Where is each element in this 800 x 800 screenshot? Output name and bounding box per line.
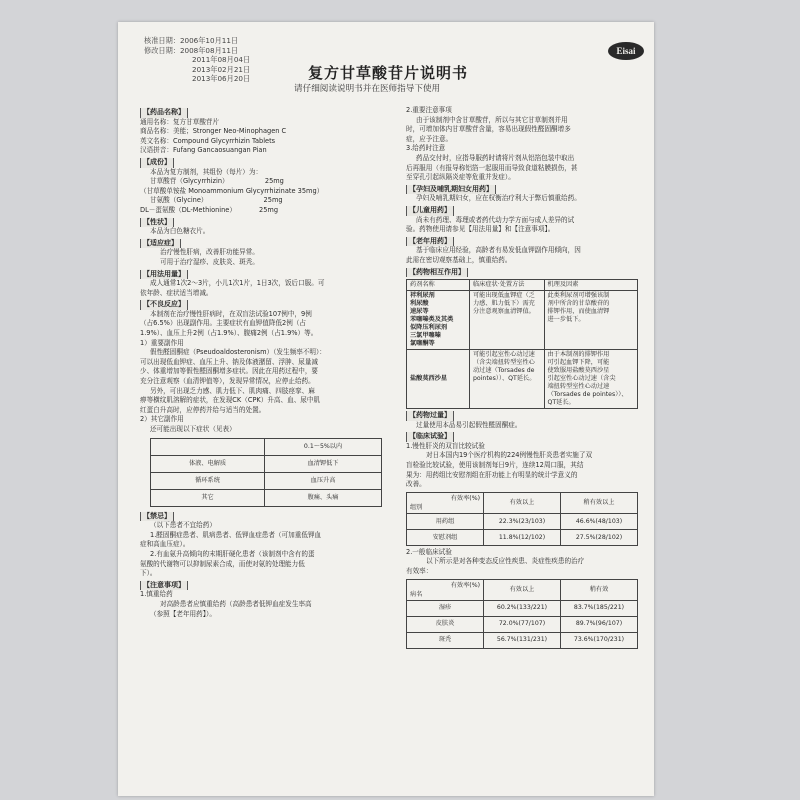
table-cell: 腹痛、头痛 — [265, 489, 382, 506]
table-cell: 安慰剂组 — [407, 529, 484, 545]
table-row — [151, 438, 382, 455]
revision-date: 2013年02月21日 — [192, 64, 251, 74]
table-cell: 27.5%(28/102) — [561, 529, 638, 545]
table-header-cell: 机理及因素 — [544, 280, 638, 291]
side-effects-table — [150, 438, 382, 507]
table-corner-cell — [407, 492, 484, 513]
table-row — [407, 280, 638, 291]
text-line: 1.9%）、血压上升2例（占1.9%）、腹痛2例（占1.9%）等。 — [140, 329, 318, 338]
text-line: 英文名称：Compound Glycyrrhizin Tablets — [140, 136, 276, 145]
text-line: 至穿孔引起纵隔炎症等危重并发症）。 — [406, 173, 515, 182]
table-cell — [151, 438, 265, 455]
text-line: 以下所示是对各种变态反应性疾患、炎症性疾患的治疗 — [426, 557, 585, 566]
table-cell: 83.7%(185/221) — [561, 600, 638, 616]
text-line: 后再服用（有报导称铝箔一起服用而导致食道粘膜损伤，甚 — [406, 163, 578, 172]
double-blind-results-table — [406, 492, 638, 546]
table-cell: 由于本制剂的排钾作用 可引起血钾下降，可能 使致服用盐酸莫西沙星 引起室性心动过速（含尖 端扭转型室性心动过速 （Torsades de pointes））、 QT延长。 — [544, 350, 638, 409]
table-cell: 11.8%(12/102) — [484, 529, 561, 545]
revision-date: 2011年08月04日 — [192, 55, 251, 65]
table-cell: 其它 — [151, 489, 265, 506]
section-heading-composition: 【成份】 — [140, 158, 174, 168]
table-cell: 用药组 — [407, 513, 484, 529]
table-row — [407, 632, 638, 648]
table-cell: 皮肤炎 — [407, 616, 484, 632]
text-line: 通用名称：复方甘草酸苷片 — [140, 117, 220, 126]
text-line: 症，应予注意。 — [406, 134, 453, 143]
text-line: 孕妇及哺乳期妇女，应在权衡治疗利大于弊后慎重给药。 — [416, 194, 581, 203]
table-row — [151, 489, 382, 506]
section-heading-contraindications: 【禁忌】 — [140, 512, 174, 522]
table-header-cell: 有效以上 — [484, 579, 561, 600]
right-column — [406, 106, 640, 651]
table-cell: 袢利尿剂 利尿酸 速尿等 苯噻嗪类及其类 似降压利尿剂 三氯甲噻嗪 氯噻酮等 — [407, 291, 470, 350]
table-cell: 89.7%(96/107) — [561, 616, 638, 632]
text-line: 2）其它副作用 — [140, 415, 184, 424]
table-row — [407, 513, 638, 529]
left-column — [140, 106, 390, 619]
text-line: 改善。 — [406, 480, 426, 489]
table-cell: 斑秃 — [407, 632, 484, 648]
section-heading-name: 【药品名称】 — [140, 108, 188, 118]
text-line: DL－蛋氨酸（DL-Methionine） 25mg — [140, 205, 279, 214]
document-subtitle: 请仔细阅读说明书并在医师指导下使用 — [294, 84, 441, 94]
text-line: 商品名称：美能；Stronger Neo-Minophagen C — [140, 127, 287, 136]
table-cell: 72.0%(77/107) — [484, 616, 561, 632]
table-row — [407, 616, 638, 632]
section-heading-overdose: 【药物过量】 — [406, 411, 454, 421]
section-heading-adverse-reactions: 【不良反应】 — [140, 300, 188, 310]
text-line: 果为：用药组比安慰剂组在肝功能上有明显的统计学意义的 — [406, 470, 578, 479]
text-line: 此需在密切观察基础上，慎重给药。 — [406, 255, 512, 264]
text-line: 可用于治疗湿疹、皮肤炎、斑秃。 — [160, 257, 259, 266]
document-title: 复方甘草酸苷片说明书 — [308, 64, 469, 82]
table-cell: 60.2%(133/221) — [484, 600, 561, 616]
text-line: （占6.5%）出现副作用。主要症状有血钾值降低2例（占 — [140, 319, 307, 328]
text-line: 1.慢性肝炎的双盲比较试验 — [406, 441, 485, 450]
table-row — [407, 350, 638, 409]
revision-date: 修改日期：2008年08月11日 — [144, 45, 239, 55]
text-line: （以下患者不宜给药） — [150, 521, 216, 530]
section-heading-geriatric: 【老年用药】 — [406, 237, 454, 247]
text-line: 充分注意观察（血清钾值等），发现异常情况，应停止给药。 — [140, 377, 315, 386]
approval-dates — [144, 36, 250, 84]
text-line: 1）重要副作用 — [140, 338, 184, 347]
table-header-cell: 0.1～5%以内 — [265, 438, 382, 455]
text-line: 对日本国内19个医疗机构的224例慢性肝炎患者实施了双 — [426, 451, 593, 460]
corner-label: 有效率(%) — [450, 494, 480, 502]
text-line: 2.重要注意事项 — [406, 106, 452, 114]
text-line: 症和高血压症）。 — [140, 540, 190, 549]
text-line: 药品交付时，应指导服药时请将片剂从铝箔包装中取出 — [416, 153, 575, 162]
text-line: 基于临床应用经验，高龄者有易发低血钾副作用倾向，因 — [416, 246, 581, 255]
text-line: （参照【老年用药】）。 — [150, 609, 216, 618]
text-line: 成人通常1次2～3片，小儿1次1片，1日3次，饭后口服。可 — [150, 279, 325, 288]
revision-date: 2013年06月20日 — [192, 74, 251, 84]
table-cell: 可能引起室性心动过速 （含尖端扭转型室性心 动过速（Torsades de pointes））、QT延长。 — [470, 350, 545, 409]
table-cell: 血清钾低下 — [265, 455, 382, 472]
section-heading-dosage: 【用法用量】 — [140, 270, 188, 280]
section-heading-clinical-trials: 【临床试验】 — [406, 432, 454, 442]
table-row — [407, 529, 638, 545]
corner-label: 病名 — [410, 590, 423, 598]
table-row — [407, 600, 638, 616]
text-line: 时，可增加体内甘草酸苷含量，容易出现假性醛固酮增多 — [406, 125, 571, 134]
table-cell: 此类利尿剂可增强该制 剂中所含的甘草酸苷的 排钾作用，而使血清钾 进一步低下。 — [544, 291, 638, 350]
text-line: 汉语拼音：Fufang Gancaosuangan Pian — [140, 146, 267, 155]
table-cell: 血压升高 — [265, 472, 382, 489]
text-line: 依年龄、症状适当增减。 — [140, 288, 213, 297]
text-line: 由于该制剂中含甘草酸苷，所以与其它甘草制剂并用 — [416, 115, 568, 124]
interaction-table — [406, 279, 638, 409]
table-row — [407, 579, 638, 600]
table-cell: 体液、电解质 — [151, 455, 265, 472]
table-cell: 46.6%(48/103) — [561, 513, 638, 529]
table-row — [407, 492, 638, 513]
text-line: 本制剂在治疗慢性肝病时，在双盲法试验107例中，9例 — [150, 309, 312, 318]
text-line: 1.醛固酮症患者、肌病患者、低钾血症患者（可加重低钾血 — [150, 530, 322, 539]
general-trial-results-table — [406, 579, 638, 649]
table-row — [407, 291, 638, 350]
text-line: 验。药物使用请参见【用法用量】和【注意事项】。 — [406, 225, 555, 234]
corner-label: 有效率(%) — [450, 581, 480, 589]
section-heading-interactions: 【药物相互作用】 — [406, 268, 468, 278]
section-heading-pediatric: 【儿童用药】 — [406, 206, 454, 216]
text-line: 氨酸的代谢物可以抑制尿素合成，而使对氨的处理能力低 — [140, 559, 305, 568]
text-line: 治疗慢性肝病，改善肝功能异常。 — [160, 248, 259, 257]
text-line: 甘氨酸（Glycine） 25mg — [150, 196, 283, 205]
eisai-logo: Eisai — [608, 42, 644, 60]
text-line: 下）。 — [140, 569, 157, 578]
text-line: 2.有血氨升高倾向的末期肝硬化患者（该制剂中含有的蛋 — [150, 549, 315, 558]
table-cell: 湿疹 — [407, 600, 484, 616]
approval-date: 核准日期：2006年10月11日 — [144, 36, 239, 45]
table-cell: 盐酸莫西沙星 — [407, 350, 470, 409]
section-heading-indications: 【适应症】 — [140, 239, 181, 249]
section-heading-pregnancy: 【孕妇及哺乳期妇女用药】 — [406, 185, 496, 195]
text-line: 本品为复方制剂，其组份（每片）为： — [150, 167, 263, 176]
section-heading-precautions: 【注意事项】 — [140, 581, 188, 591]
table-header-cell: 临床症状·处置方法 — [470, 280, 545, 291]
text-line: 3.给药时注意 — [406, 144, 446, 153]
table-cell: 循环系统 — [151, 472, 265, 489]
leaflet-page — [118, 22, 654, 796]
table-header-cell: 稍有效 — [561, 579, 638, 600]
table-header-cell: 药剂名称 — [407, 280, 470, 291]
table-row — [151, 472, 382, 489]
text-line: 对高龄患者应慎重给药（高龄患者低钾血症发生率高 — [160, 599, 312, 608]
text-line: 有效率： — [406, 567, 433, 576]
text-line: 另外，可出现乏力感、肌力低下、肌肉痛、四肢痉挛、麻 — [150, 386, 315, 395]
text-line: 甘草酸苷（Glycyrrhizin） 25mg — [150, 177, 284, 186]
table-cell: 73.6%(170/231) — [561, 632, 638, 648]
table-header-cell: 有效以上 — [484, 492, 561, 513]
text-line: 尚未有药理、毒理或者药代动力学方面与成人差异的试 — [416, 215, 575, 224]
text-line: 过量使用本品易引起假性醛固酮症。 — [416, 420, 522, 429]
table-cell: 22.3%(23/103) — [484, 513, 561, 529]
text-line: 红蛋白升高时，应停药并给与适当的处置。 — [140, 405, 266, 414]
text-line: 少、体重增加等假性醛固酮增多症状。因此在用药过程中，要 — [140, 367, 319, 376]
table-corner-cell — [407, 579, 484, 600]
section-heading-properties: 【性状】 — [140, 218, 174, 228]
text-line: 还可能出现以下症状（见表） — [150, 425, 236, 433]
corner-label: 组别 — [410, 503, 423, 511]
table-cell: 56.7%(131/231) — [484, 632, 561, 648]
table-row — [151, 455, 382, 472]
text-line: 2.一般临床试验 — [406, 547, 452, 556]
table-header-cell: 稍有效以上 — [561, 492, 638, 513]
text-line: 假性醛固酮症（Pseudoaldosteronism）（发生频率不明）： — [150, 348, 326, 357]
text-line: 盲检验比较试验，使用该制剂每日9片，连续12周口服，其结 — [406, 461, 584, 470]
text-line: 可以出现低血钾症、血压上升、钠及体液潴留、浮肿、尿量减 — [140, 357, 319, 366]
text-line: 本品为白色糖衣片。 — [150, 227, 210, 236]
text-line: 1.慎重给药 — [140, 590, 173, 599]
text-line: （甘草酸单铵盐 Monoammonium Glycyrrhizinate 35mg） — [140, 186, 324, 195]
text-line: 痹等横纹肌溶解的症状，在发现CK（CPK）升高、血、尿中肌 — [140, 396, 321, 405]
table-cell: 可能出现低血钾症（乏 力感、肌力低下）需充 分注意观察血清钾值。 — [470, 291, 545, 350]
